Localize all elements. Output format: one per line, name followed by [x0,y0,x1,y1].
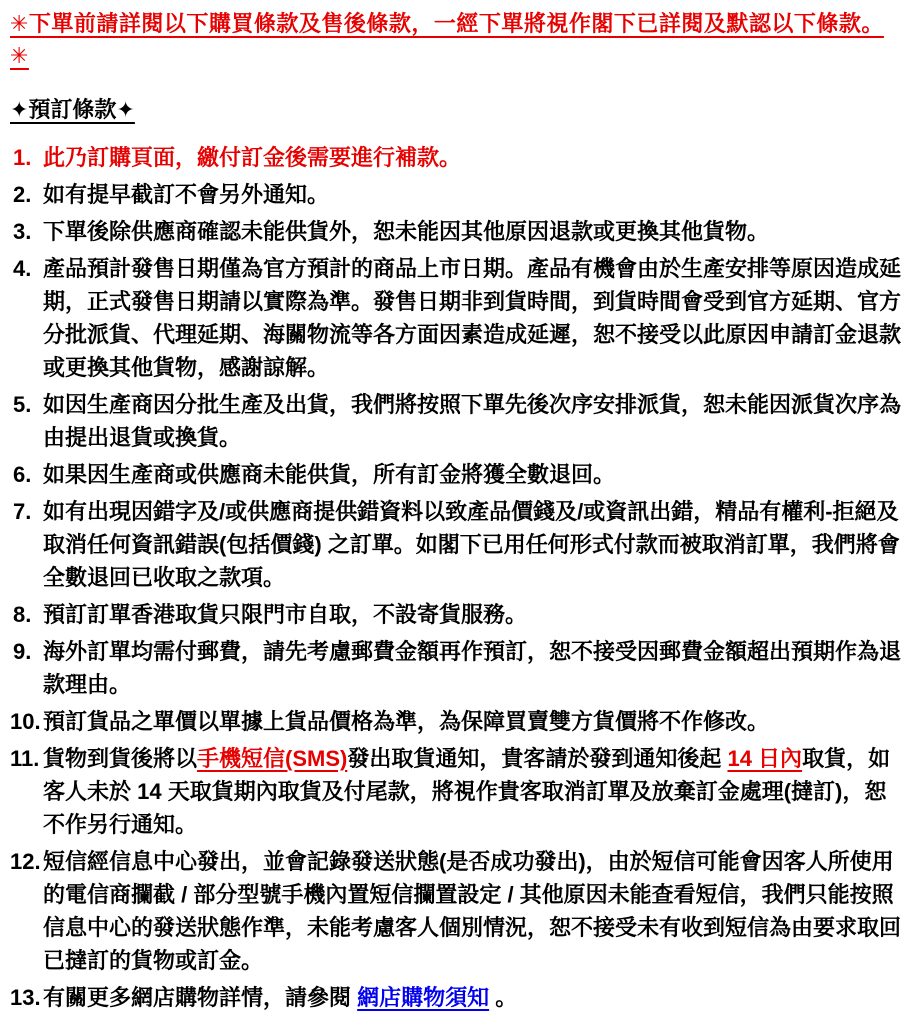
term-segment: 如因生產商因分批生產及出貨，我們將按照下單先後次序安排派貨，恕未能因派貨次序為由提出退貨或換貨。 [43,392,902,450]
term-text [43,252,901,384]
term-number: 1. [13,145,32,170]
pre-order-notice: ✳下單前請詳閱以下購買條款及售後條款，一經下單將視作閣下已詳閱及默認以下條款。✳ [10,11,884,68]
term-number: 2. [13,182,32,207]
term-number: 7. [13,499,32,524]
store-shopping-guide-link[interactable]: 網店購物須知 [357,985,490,1010]
term-item-4 [10,252,901,384]
term-segment: 貨物到貨後將以 [43,746,198,771]
term-text [43,705,901,738]
term-item-7 [10,495,901,594]
term-text [43,215,901,248]
term-segment: 海外訂單均需付郵費，請先考慮郵費金額再作預訂，恕不接受因郵費金額超出預期作為退款理由。 [43,639,902,697]
term-item-12 [10,845,901,977]
term-text [43,981,901,1014]
terms-list [10,141,901,1014]
term-segment: 如有出現因錯字及/或供應商提供錯資料以致產品價錢及/或資訊出錯，精品有權利-拒絕及取消任何資訊錯誤(包括價錢) 之訂單。如閣下已用任何形式付款而被取消訂單，我們將會全數退回已收取之款項。 [43,499,900,590]
term-segment: 預訂訂單香港取貨只限門市自取，不設寄貨服務。 [43,602,528,627]
term-segment: 有關更多網店購物詳情，請參閱 [43,985,358,1010]
section-title: ✦預訂條款✦ [10,97,135,122]
term-item-11 [10,742,901,841]
term-number: 6. [13,462,32,487]
term-segment: 發出取貨通知，貴客請於發到通知後起 [347,746,728,771]
term-item-6 [10,458,901,491]
term-number: 9. [13,639,32,664]
term-number: 4. [13,256,32,281]
term-number: 3. [13,219,32,244]
term-segment: 此乃訂購頁面，繳付訂金後需要進行補款。 [43,145,462,170]
term-item-3 [10,215,901,248]
term-segment: 短信經信息中心發出，並會記錄發送狀態(是否成功發出)，由於短信可能會因客人所使用的電信商攔截 / 部分型號手機內置短信攔置設定 / 其他原因未能查看短信，我們只能按照信息中心的發送狀態作準，未能考慮客人個別情況，恕不接受未有收到短信為由要求取回已撻訂的貨物或訂金。 [43,849,902,973]
term-text [43,495,901,594]
term-segment: 取貨，如客人未於 14 天取貨期內取貨及付尾款，將視作貴客取消訂單及放棄訂金處理(撻訂)，恕不作另行通知。 [43,746,891,837]
term-text [43,388,901,454]
term-item-5 [10,388,901,454]
term-number: 11. [10,746,40,771]
term-number: 12. [10,849,41,874]
term-item-2 [10,178,901,211]
term-text [43,635,901,701]
term-number: 13. [10,985,41,1010]
term-text [43,845,901,977]
term-item-1 [10,141,901,174]
term-item-8 [10,598,901,631]
term-number: 5. [13,392,32,417]
term-number: 10. [10,709,41,734]
term-text [43,141,901,174]
term-segment: 預訂貨品之單價以單據上貨品價格為準，為保障買賣雙方貨價將不作修改。 [43,709,770,734]
term-text [43,178,901,211]
term-text [43,458,901,491]
term-item-10 [10,705,901,738]
term-segment: 產品預計發售日期僅為官方預計的商品上市日期。產品有機會由於生產安排等原因造成延期，正式發售日期請以實際為準。發售日期非到貨時間，到貨時間會受到官方延期、官方分批派貨、代理延期、海關物流等各方面因素造成延遲，恕不接受以此原因申請訂金退款或更換其他貨物，感謝諒解。 [43,256,902,380]
highlighted-term-text: 手機短信(SMS) [197,746,348,771]
term-text [43,742,901,841]
term-item-9 [10,635,901,701]
highlighted-term-text: 14 日內 [727,746,803,771]
term-segment: 如果因生產商或供應商未能供貨，所有訂金將獲全數退回。 [43,462,616,487]
term-item-13 [10,981,901,1014]
term-number: 8. [13,602,32,627]
term-segment: 下單後除供應商確認未能供貨外，恕未能因其他原因退款或更換其他貨物。 [43,219,770,244]
term-segment: 如有提早截訂不會另外通知。 [43,182,330,207]
term-text [43,598,901,631]
term-segment: 。 [489,985,518,1010]
